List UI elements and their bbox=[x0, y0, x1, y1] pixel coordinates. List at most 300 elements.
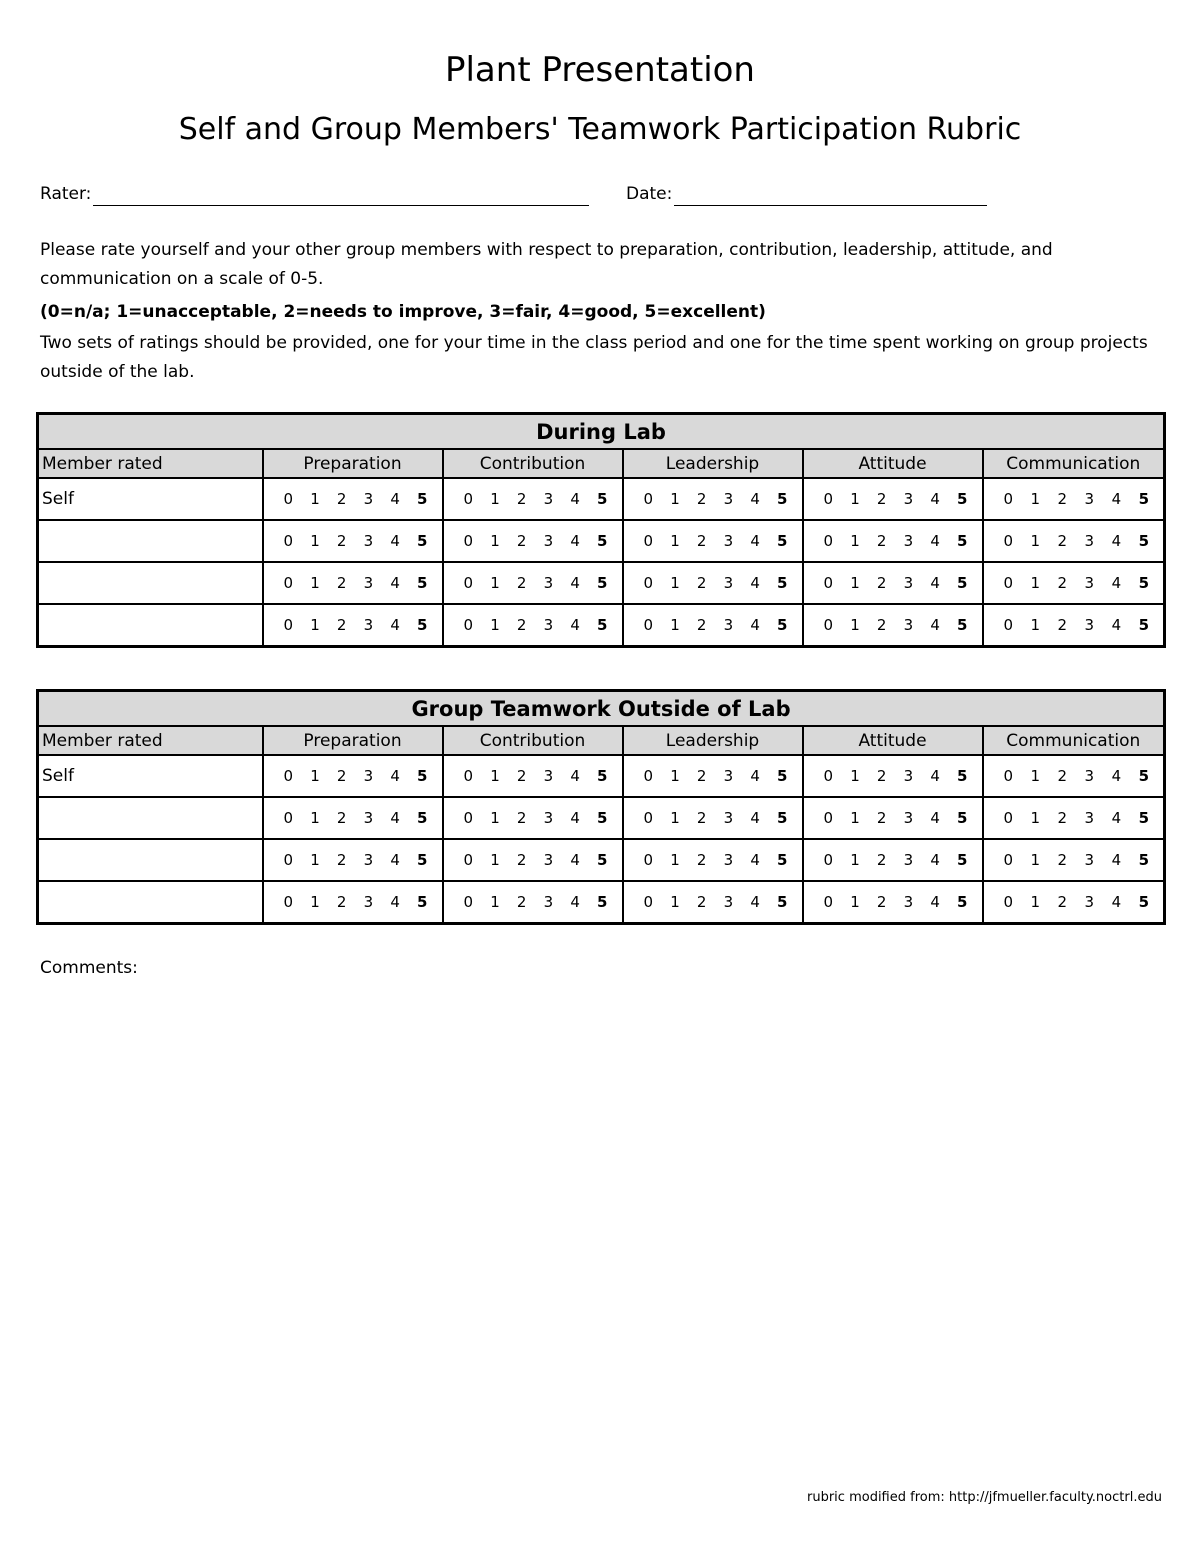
column-header: Communication bbox=[983, 449, 1165, 478]
rating-option[interactable]: 3 bbox=[903, 893, 914, 911]
rating-option[interactable]: 5 bbox=[1138, 490, 1150, 508]
rating-cell bbox=[443, 478, 623, 520]
rating-option[interactable]: 0 bbox=[283, 893, 294, 911]
member-name-cell[interactable] bbox=[38, 839, 263, 881]
rating-option[interactable]: 4 bbox=[1111, 574, 1122, 592]
rating-scale bbox=[624, 851, 802, 869]
rating-option[interactable]: 0 bbox=[823, 490, 834, 508]
rating-option[interactable]: 0 bbox=[643, 616, 654, 634]
rating-option[interactable]: 0 bbox=[823, 532, 834, 550]
rating-option[interactable]: 4 bbox=[390, 490, 400, 508]
rating-option[interactable]: 3 bbox=[1084, 809, 1095, 827]
rating-option[interactable]: 4 bbox=[570, 616, 580, 634]
rating-option[interactable]: 3 bbox=[543, 616, 554, 634]
member-name-cell[interactable] bbox=[38, 604, 263, 647]
rating-option[interactable]: 2 bbox=[1057, 851, 1068, 869]
rating-option[interactable]: 0 bbox=[463, 767, 474, 785]
rating-option[interactable]: 5 bbox=[417, 893, 428, 911]
rating-option[interactable]: 5 bbox=[417, 851, 428, 869]
rating-option[interactable]: 4 bbox=[570, 809, 580, 827]
rating-option[interactable]: 3 bbox=[363, 893, 374, 911]
rating-option[interactable]: 1 bbox=[670, 809, 680, 827]
rating-option[interactable]: 2 bbox=[1057, 809, 1068, 827]
rating-option[interactable]: 4 bbox=[390, 851, 400, 869]
rating-option[interactable]: 1 bbox=[850, 893, 860, 911]
rating-option[interactable]: 0 bbox=[1003, 767, 1014, 785]
rating-option[interactable]: 3 bbox=[903, 490, 914, 508]
rating-scale bbox=[444, 574, 622, 592]
rating-option[interactable]: 3 bbox=[723, 490, 734, 508]
rating-cell bbox=[443, 520, 623, 562]
rating-option[interactable]: 3 bbox=[1084, 574, 1095, 592]
rating-option[interactable]: 0 bbox=[1003, 574, 1014, 592]
rating-option[interactable]: 5 bbox=[597, 767, 608, 785]
rating-option[interactable]: 4 bbox=[750, 851, 760, 869]
rating-cell bbox=[983, 839, 1165, 881]
member-name-cell[interactable]: Self bbox=[38, 478, 263, 520]
rating-option[interactable]: 3 bbox=[1084, 851, 1095, 869]
rating-option[interactable]: 0 bbox=[283, 574, 294, 592]
member-name-cell[interactable] bbox=[38, 881, 263, 924]
rating-scale bbox=[444, 490, 622, 508]
rating-option[interactable]: 2 bbox=[516, 851, 527, 869]
rating-option[interactable]: 1 bbox=[1030, 616, 1041, 634]
rater-input-line[interactable] bbox=[93, 185, 589, 206]
rating-option[interactable]: 3 bbox=[1084, 532, 1095, 550]
rating-option[interactable]: 5 bbox=[1138, 893, 1150, 911]
rating-option[interactable]: 0 bbox=[643, 767, 654, 785]
rating-option[interactable]: 5 bbox=[1138, 574, 1150, 592]
rating-option[interactable]: 4 bbox=[570, 490, 580, 508]
rating-option[interactable]: 0 bbox=[1003, 490, 1014, 508]
rating-option[interactable]: 4 bbox=[930, 767, 940, 785]
rating-option[interactable]: 1 bbox=[490, 574, 500, 592]
rating-option[interactable]: 4 bbox=[390, 616, 400, 634]
member-name-cell[interactable] bbox=[38, 562, 263, 604]
rating-option[interactable]: 2 bbox=[1057, 893, 1068, 911]
rating-option[interactable]: 2 bbox=[696, 574, 707, 592]
rating-scale bbox=[984, 616, 1164, 634]
rating-option[interactable]: 2 bbox=[336, 490, 347, 508]
rating-option[interactable]: 3 bbox=[903, 809, 914, 827]
rating-option[interactable]: 5 bbox=[417, 616, 428, 634]
rating-option[interactable]: 1 bbox=[850, 490, 860, 508]
rating-option[interactable]: 5 bbox=[777, 767, 788, 785]
rating-option[interactable]: 2 bbox=[876, 532, 887, 550]
rating-option[interactable]: 3 bbox=[543, 851, 554, 869]
rating-option[interactable]: 4 bbox=[1111, 532, 1122, 550]
rating-option[interactable]: 5 bbox=[957, 767, 968, 785]
rating-scale bbox=[624, 532, 802, 550]
rating-option[interactable]: 0 bbox=[283, 767, 294, 785]
rating-option[interactable]: 4 bbox=[750, 893, 760, 911]
rating-option[interactable]: 1 bbox=[310, 851, 320, 869]
rating-option[interactable]: 1 bbox=[490, 490, 500, 508]
rating-option[interactable]: 2 bbox=[696, 490, 707, 508]
rating-option[interactable]: 1 bbox=[850, 616, 860, 634]
rating-cell bbox=[263, 797, 443, 839]
rating-option[interactable]: 3 bbox=[723, 616, 734, 634]
rating-cell bbox=[443, 755, 623, 797]
rating-option[interactable]: 2 bbox=[696, 532, 707, 550]
date-input-line[interactable] bbox=[674, 185, 987, 206]
rating-option[interactable]: 0 bbox=[823, 616, 834, 634]
rating-option[interactable]: 4 bbox=[750, 809, 760, 827]
rating-option[interactable]: 2 bbox=[516, 893, 527, 911]
rating-option[interactable]: 3 bbox=[723, 809, 734, 827]
rating-option[interactable]: 0 bbox=[283, 809, 294, 827]
rating-scale bbox=[264, 574, 442, 592]
rating-scale bbox=[444, 893, 622, 911]
rating-option[interactable]: 4 bbox=[750, 574, 760, 592]
rating-option[interactable]: 5 bbox=[417, 767, 428, 785]
rating-option[interactable]: 5 bbox=[417, 574, 428, 592]
rating-option[interactable]: 5 bbox=[957, 490, 968, 508]
rating-option[interactable]: 2 bbox=[1057, 532, 1068, 550]
rating-option[interactable]: 1 bbox=[490, 809, 500, 827]
rating-option[interactable]: 1 bbox=[850, 767, 860, 785]
rating-option[interactable]: 1 bbox=[1030, 490, 1041, 508]
rating-option[interactable]: 5 bbox=[957, 809, 968, 827]
rating-option[interactable]: 1 bbox=[490, 767, 500, 785]
rating-option[interactable]: 1 bbox=[310, 809, 320, 827]
rating-option[interactable]: 0 bbox=[463, 490, 474, 508]
rating-option[interactable]: 3 bbox=[543, 767, 554, 785]
rating-option[interactable]: 5 bbox=[777, 851, 788, 869]
rating-cell bbox=[803, 520, 983, 562]
rating-option[interactable]: 5 bbox=[777, 574, 788, 592]
rating-option[interactable]: 4 bbox=[390, 767, 400, 785]
rating-option[interactable]: 1 bbox=[490, 532, 500, 550]
rating-scale bbox=[804, 893, 982, 911]
rating-option[interactable]: 4 bbox=[1111, 616, 1122, 634]
page-title: Plant Presentation bbox=[444, 50, 755, 90]
rating-option[interactable]: 4 bbox=[570, 851, 580, 869]
member-name-cell[interactable] bbox=[38, 520, 263, 562]
rating-option[interactable]: 4 bbox=[390, 574, 400, 592]
comments-label: Comments: bbox=[40, 958, 138, 978]
rating-option[interactable]: 0 bbox=[823, 851, 834, 869]
rating-option[interactable]: 1 bbox=[310, 767, 320, 785]
rating-option[interactable]: 0 bbox=[463, 616, 474, 634]
rating-option[interactable]: 4 bbox=[1111, 851, 1122, 869]
rating-scale bbox=[984, 490, 1164, 508]
rating-option[interactable]: 1 bbox=[670, 490, 680, 508]
rating-option[interactable]: 2 bbox=[876, 616, 887, 634]
rating-option[interactable]: 1 bbox=[490, 851, 500, 869]
rating-option[interactable]: 4 bbox=[570, 532, 580, 550]
rating-option[interactable]: 4 bbox=[750, 532, 760, 550]
rating-scale bbox=[984, 532, 1164, 550]
rating-option[interactable]: 1 bbox=[490, 616, 500, 634]
rating-cell bbox=[983, 797, 1165, 839]
rating-option[interactable]: 3 bbox=[723, 532, 734, 550]
rating-option[interactable]: 0 bbox=[643, 893, 654, 911]
rating-option[interactable]: 4 bbox=[930, 616, 940, 634]
rating-option[interactable]: 1 bbox=[670, 767, 680, 785]
rating-option[interactable]: 4 bbox=[930, 574, 940, 592]
rating-scale bbox=[804, 616, 982, 634]
rating-option[interactable]: 3 bbox=[903, 574, 914, 592]
rating-option[interactable]: 3 bbox=[363, 851, 374, 869]
rating-option[interactable]: 5 bbox=[597, 851, 608, 869]
rating-scale bbox=[624, 767, 802, 785]
rating-option[interactable]: 5 bbox=[1138, 809, 1150, 827]
rating-option[interactable]: 1 bbox=[1030, 767, 1041, 785]
rating-option[interactable]: 0 bbox=[823, 809, 834, 827]
rating-option[interactable]: 2 bbox=[336, 809, 347, 827]
rating-option[interactable]: 2 bbox=[876, 767, 887, 785]
rating-cell bbox=[443, 562, 623, 604]
rating-cell bbox=[983, 562, 1165, 604]
rating-option[interactable]: 5 bbox=[777, 893, 788, 911]
rating-option[interactable]: 4 bbox=[1111, 809, 1122, 827]
rating-option[interactable]: 2 bbox=[1057, 767, 1068, 785]
rating-option[interactable]: 1 bbox=[1030, 893, 1041, 911]
rating-option[interactable]: 5 bbox=[777, 532, 788, 550]
rating-option[interactable]: 2 bbox=[876, 574, 887, 592]
rating-scale bbox=[264, 767, 442, 785]
rating-option[interactable]: 0 bbox=[823, 767, 834, 785]
rating-option[interactable]: 0 bbox=[643, 851, 654, 869]
rating-option[interactable]: 4 bbox=[930, 490, 940, 508]
rating-option[interactable]: 4 bbox=[930, 532, 940, 550]
rating-option[interactable]: 1 bbox=[670, 574, 680, 592]
column-header: Leadership bbox=[623, 449, 803, 478]
rating-option[interactable]: 1 bbox=[850, 574, 860, 592]
rating-scale bbox=[444, 767, 622, 785]
rating-option[interactable]: 5 bbox=[1138, 767, 1150, 785]
rating-option[interactable]: 0 bbox=[823, 893, 834, 911]
rating-option[interactable]: 1 bbox=[670, 616, 680, 634]
rating-option[interactable]: 5 bbox=[417, 490, 428, 508]
rating-option[interactable]: 2 bbox=[336, 851, 347, 869]
rating-option[interactable]: 3 bbox=[543, 532, 554, 550]
rating-option[interactable]: 5 bbox=[597, 616, 608, 634]
rating-option[interactable]: 2 bbox=[876, 851, 887, 869]
rating-option[interactable]: 0 bbox=[643, 490, 654, 508]
rating-option[interactable]: 5 bbox=[597, 809, 608, 827]
rating-option[interactable]: 3 bbox=[363, 809, 374, 827]
rating-option[interactable]: 2 bbox=[696, 616, 707, 634]
rating-option[interactable]: 1 bbox=[670, 532, 680, 550]
page-subtitle: Self and Group Members' Teamwork Participation Rubric bbox=[178, 112, 1022, 147]
rating-scale bbox=[264, 809, 442, 827]
rating-option[interactable]: 3 bbox=[543, 893, 554, 911]
rating-option[interactable]: 2 bbox=[696, 809, 707, 827]
rating-option[interactable]: 5 bbox=[597, 893, 608, 911]
rating-option[interactable]: 5 bbox=[597, 574, 608, 592]
rating-option[interactable]: 1 bbox=[670, 851, 680, 869]
rating-option[interactable]: 5 bbox=[957, 893, 968, 911]
rating-cell bbox=[263, 562, 443, 604]
rating-option[interactable]: 3 bbox=[363, 532, 374, 550]
rating-option[interactable]: 3 bbox=[723, 851, 734, 869]
rating-option[interactable]: 2 bbox=[1057, 574, 1068, 592]
rating-option[interactable]: 3 bbox=[903, 851, 914, 869]
rating-option[interactable]: 4 bbox=[570, 767, 580, 785]
rating-option[interactable]: 3 bbox=[363, 616, 374, 634]
rating-option[interactable]: 1 bbox=[310, 574, 320, 592]
rating-option[interactable]: 2 bbox=[516, 490, 527, 508]
rating-scale bbox=[804, 809, 982, 827]
rating-option[interactable]: 4 bbox=[390, 809, 400, 827]
rating-option[interactable]: 1 bbox=[850, 851, 860, 869]
rating-option[interactable]: 3 bbox=[723, 893, 734, 911]
table-row bbox=[38, 604, 1165, 647]
rating-option[interactable]: 2 bbox=[876, 490, 887, 508]
rating-option[interactable]: 2 bbox=[1057, 490, 1068, 508]
rating-option[interactable]: 4 bbox=[750, 616, 760, 634]
rating-option[interactable]: 2 bbox=[516, 616, 527, 634]
rating-option[interactable]: 1 bbox=[490, 893, 500, 911]
rating-option[interactable]: 4 bbox=[1111, 893, 1122, 911]
rater-field[interactable] bbox=[40, 182, 589, 206]
rating-option[interactable]: 4 bbox=[930, 809, 940, 827]
rating-option[interactable]: 3 bbox=[903, 532, 914, 550]
rating-option[interactable]: 3 bbox=[1084, 893, 1095, 911]
rating-option[interactable]: 2 bbox=[1057, 616, 1068, 634]
rating-option[interactable]: 2 bbox=[516, 574, 527, 592]
rating-scale bbox=[804, 490, 982, 508]
rating-option[interactable]: 5 bbox=[957, 616, 968, 634]
date-field[interactable] bbox=[626, 182, 987, 206]
rating-option[interactable]: 1 bbox=[670, 893, 680, 911]
rating-option[interactable]: 4 bbox=[930, 893, 940, 911]
rating-option[interactable]: 1 bbox=[310, 616, 320, 634]
rating-option[interactable]: 4 bbox=[750, 490, 760, 508]
rating-scale bbox=[984, 893, 1164, 911]
rating-option[interactable]: 3 bbox=[363, 490, 374, 508]
rating-option[interactable]: 1 bbox=[310, 490, 320, 508]
member-name-cell[interactable]: Self bbox=[38, 755, 263, 797]
rating-option[interactable]: 4 bbox=[1111, 490, 1122, 508]
rating-option[interactable]: 4 bbox=[570, 893, 580, 911]
rating-option[interactable]: 5 bbox=[1138, 616, 1150, 634]
rating-option[interactable]: 2 bbox=[696, 851, 707, 869]
rating-option[interactable]: 5 bbox=[1138, 851, 1150, 869]
rating-cell bbox=[623, 604, 803, 647]
rating-option[interactable]: 5 bbox=[597, 532, 608, 550]
rating-option[interactable]: 2 bbox=[336, 616, 347, 634]
rating-option[interactable]: 2 bbox=[876, 809, 887, 827]
rating-option[interactable]: 2 bbox=[696, 767, 707, 785]
rating-option[interactable]: 0 bbox=[1003, 851, 1014, 869]
rating-option[interactable]: 3 bbox=[723, 767, 734, 785]
rating-option[interactable]: 5 bbox=[417, 532, 428, 550]
rating-cell bbox=[983, 604, 1165, 647]
table-heading: Group Teamwork Outside of Lab bbox=[38, 691, 1165, 727]
rating-option[interactable]: 5 bbox=[957, 574, 968, 592]
rating-option[interactable]: 1 bbox=[850, 532, 860, 550]
rating-option[interactable]: 2 bbox=[516, 532, 527, 550]
rating-option[interactable]: 0 bbox=[643, 809, 654, 827]
rating-option[interactable]: 5 bbox=[1138, 532, 1150, 550]
rating-option[interactable]: 0 bbox=[1003, 532, 1014, 550]
rating-option[interactable]: 0 bbox=[463, 851, 474, 869]
rating-option[interactable]: 0 bbox=[823, 574, 834, 592]
rating-option[interactable]: 2 bbox=[336, 532, 347, 550]
rating-option[interactable]: 2 bbox=[336, 893, 347, 911]
rating-option[interactable]: 0 bbox=[463, 574, 474, 592]
rating-option[interactable]: 4 bbox=[930, 851, 940, 869]
rating-option[interactable]: 0 bbox=[643, 574, 654, 592]
rating-option[interactable]: 5 bbox=[417, 809, 428, 827]
rating-cell bbox=[803, 797, 983, 839]
rating-option[interactable]: 0 bbox=[283, 851, 294, 869]
rating-option[interactable]: 3 bbox=[1084, 616, 1095, 634]
rating-option[interactable]: 1 bbox=[310, 532, 320, 550]
rating-option[interactable]: 2 bbox=[516, 767, 527, 785]
rating-option[interactable]: 0 bbox=[283, 616, 294, 634]
column-header: Communication bbox=[983, 726, 1165, 755]
rating-option[interactable]: 3 bbox=[903, 767, 914, 785]
rating-option[interactable]: 1 bbox=[1030, 851, 1041, 869]
rating-option[interactable]: 3 bbox=[543, 490, 554, 508]
rating-scale bbox=[984, 767, 1164, 785]
rating-option[interactable]: 3 bbox=[723, 574, 734, 592]
rating-option[interactable]: 0 bbox=[643, 532, 654, 550]
rating-option[interactable]: 4 bbox=[1111, 767, 1122, 785]
rating-option[interactable]: 3 bbox=[543, 574, 554, 592]
rating-option[interactable]: 5 bbox=[777, 616, 788, 634]
rating-option[interactable]: 5 bbox=[777, 490, 788, 508]
rating-option[interactable]: 3 bbox=[543, 809, 554, 827]
rating-option[interactable]: 2 bbox=[336, 767, 347, 785]
column-header: Member rated bbox=[38, 726, 263, 755]
rating-scale bbox=[804, 767, 982, 785]
rating-option[interactable]: 4 bbox=[390, 532, 400, 550]
rating-option[interactable]: 4 bbox=[570, 574, 580, 592]
date-label: Date: bbox=[626, 184, 673, 204]
rating-option[interactable]: 0 bbox=[463, 893, 474, 911]
rating-scale bbox=[984, 574, 1164, 592]
rating-option[interactable]: 0 bbox=[463, 809, 474, 827]
rating-option[interactable]: 5 bbox=[777, 809, 788, 827]
rating-option[interactable]: 0 bbox=[1003, 893, 1014, 911]
rating-option[interactable]: 1 bbox=[310, 893, 320, 911]
rating-option[interactable]: 4 bbox=[390, 893, 400, 911]
rating-option[interactable]: 3 bbox=[1084, 767, 1095, 785]
rating-option[interactable]: 0 bbox=[463, 532, 474, 550]
rating-option[interactable]: 5 bbox=[957, 532, 968, 550]
member-name-cell[interactable] bbox=[38, 797, 263, 839]
rating-option[interactable]: 5 bbox=[957, 851, 968, 869]
rating-option[interactable]: 2 bbox=[876, 893, 887, 911]
rating-option[interactable]: 2 bbox=[696, 893, 707, 911]
rating-option[interactable]: 2 bbox=[336, 574, 347, 592]
rating-option[interactable]: 3 bbox=[363, 767, 374, 785]
rating-option[interactable]: 1 bbox=[1030, 809, 1041, 827]
rating-scale bbox=[624, 616, 802, 634]
rating-option[interactable]: 2 bbox=[516, 809, 527, 827]
rating-option[interactable]: 0 bbox=[283, 532, 294, 550]
rating-option[interactable]: 5 bbox=[597, 490, 608, 508]
rating-option[interactable]: 0 bbox=[283, 490, 294, 508]
rating-option[interactable]: 1 bbox=[1030, 574, 1041, 592]
rating-option[interactable]: 3 bbox=[903, 616, 914, 634]
rating-cell bbox=[803, 478, 983, 520]
table-heading: During Lab bbox=[38, 414, 1165, 450]
rating-option[interactable]: 4 bbox=[750, 767, 760, 785]
rating-option[interactable]: 3 bbox=[363, 574, 374, 592]
rating-option[interactable]: 1 bbox=[1030, 532, 1041, 550]
instructions-text-2: Two sets of ratings should be provided, one for your time in the class period and one for the time spent working on group projects outside of the lab. bbox=[40, 333, 1148, 382]
rating-option[interactable]: 1 bbox=[850, 809, 860, 827]
rating-option[interactable]: 0 bbox=[1003, 809, 1014, 827]
rating-option[interactable]: 0 bbox=[1003, 616, 1014, 634]
rating-option[interactable]: 3 bbox=[1084, 490, 1095, 508]
